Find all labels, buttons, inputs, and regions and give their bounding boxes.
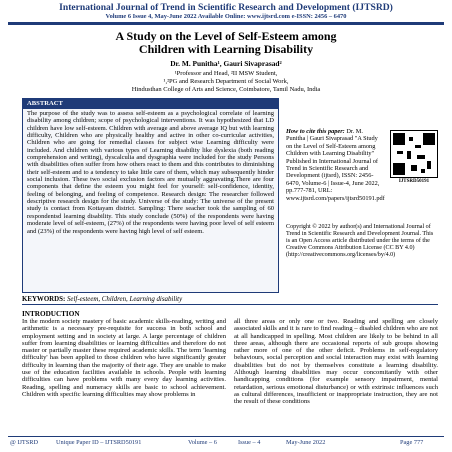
introduction-column-left: In the modern society mastery of basic academic skills-reading, writing and arithmetic is a necessary pre-requisite for success in both school and employment setting and in society at large. A large percentage of children suffer from learning disabilities or learning difficulties and therefore do not master or partially master these required academic skills. The term 'learning difficulty' has been applied to those children who have significantly greater difficulty in learning than the majority of their age. They are unable to make use of the education facilities available in schools. People with learning difficulties can have problems with many every day learning activities. Reading, spelling and numeracy skills are basic to school achievement. Children with specific learning difficulties may show problems in bbox=[22, 318, 226, 398]
affiliation-line-3: Hindusthan College of Arts and Science, Coimbatore, Tamil Nadu, India bbox=[131, 86, 321, 93]
footer-divider bbox=[8, 436, 444, 437]
introduction-column-right: all three areas or only one or two. Reading and spelling are closely associated skills and it is rare to find reading – disabled children who are not at all handicapped in spelling. Most children are likely to be behind in all three areas, although there are occasional reports of sub groups showing rather more of one of the other deficit. Problems in self-regulatory behaviours, social perception and social interaction may exist with learning disabilities but do not by themselves constitute a learning disability. Although learning disabilities may occur concomitantly with other handicapping conditions (for example sensory impairment, mental retardation, serious emotional disturbance) or with extrinsic influences such as cultural differences, insufficient or inappropriate instruction, they are not the result of these conditions bbox=[234, 318, 438, 406]
footer-site: @ IJTSRD bbox=[10, 439, 39, 446]
keywords-text: Self-esteem, Children, Learning disability bbox=[65, 296, 183, 303]
footer-issue: Issue – 4 bbox=[238, 439, 261, 446]
abstract-text: The purpose of the study was to assess self-esteem as a psychological correlate of learning disability among children; scope of psychological interventions. It was hypothesized that LD children have low self-esteem. Children with average and above average IQ but with learning difficulty, Children who are physically healthy and active in other co-curricular activities, Children who are going for remedial classes for subject wise Learning difficulty were included. And children with various types of Learning disability like dyslexia (both reading comprehension and writing), dyscalculia and dysgraphia were included for the study Persons with disabilities often suffer from how others react to them and this contributes to diminishing their self-esteem and to a tendency to take little care of them, which may subsequently hinder social inclusion. These two social exclusion factors are mutually aggravating.There are four components that define the esteem you might feel for yourself: self-confidence, identity, feeling of belonging, and feeling of competence. Research design: The researcher followed descriptive research design for the study. Universe of the study: The universe of the present study is contact from Kottayam district. Sampling: There seacher took the sampling of 60 respondentsd learning disability. This study conclude (50%) of the respondents were having moderate level of self-esteem, (27%) of the respondents were having poor level of self esteem and (23%) of the respondents were having high level of self esteem. bbox=[27, 110, 274, 235]
citation-text bbox=[286, 128, 385, 202]
keywords-label: KEYWORDS: bbox=[22, 296, 66, 303]
paper-title-line-1: A Study on the Level of Self-Esteem among bbox=[115, 29, 337, 43]
footer-page: Page 777 bbox=[400, 439, 424, 446]
affiliation-line-2: ¹,²PG and Research Department of Social Work, bbox=[163, 78, 289, 85]
paper-title-line-2: Children with Learning Disability bbox=[138, 42, 314, 56]
footer-paper-id: Unique Paper ID – IJTSRD50191 bbox=[56, 439, 142, 446]
journal-volume-line: Volume 6 Issue 4, May-June 2022 Available Online: www.ijtsrd.com e-ISSN: 2456 – 6470 bbox=[105, 13, 347, 20]
footer-volume: Volume – 6 bbox=[188, 439, 217, 446]
authors: Dr. M. Punitha¹, Gauri Sivaprasad² bbox=[170, 59, 282, 68]
affiliation-line-1: ¹Professor and Head, ²II MSW Student, bbox=[174, 70, 278, 77]
introduction-heading: INTRODUCTION bbox=[22, 310, 80, 318]
qr-code-icon bbox=[390, 130, 438, 178]
header-divider bbox=[8, 22, 444, 25]
paper-title bbox=[0, 30, 452, 56]
abstract-box bbox=[22, 98, 279, 293]
keywords bbox=[22, 296, 437, 303]
copyright-block bbox=[286, 224, 438, 259]
citation-body: Dr. M. Punitha | Gauri Sivaprasad "A Study on the Level of Self-Esteem among Children with Learning Disability" Published in International Journal of Trend in Scientific Research and Development (ijtsrd), ISSN: 2456-6470, Volume-6 | Issue-4, June 2022, pp.777-781, URL: www.ijtsrd.com/papers/ijtsrd50191.pdf bbox=[286, 128, 385, 202]
footer-date: May-June 2022 bbox=[286, 439, 326, 446]
citation-block bbox=[286, 128, 438, 202]
citation-label: How to cite this paper: bbox=[286, 128, 345, 135]
keywords-divider bbox=[22, 304, 438, 305]
journal-title: International Journal of Trend in Scientific Research and Development (IJTSRD) bbox=[59, 2, 393, 13]
qr-label: IJTSRD50191 bbox=[398, 179, 430, 184]
abstract-heading: ABSTRACT bbox=[23, 99, 278, 109]
copyright-text: Copyright © 2022 by author(s) and International Journal of Trend in Scientific Research and Development Journal. This is an Open Access article distributed under the terms of the Creative Commons Attribution License (CC BY 4.0) (http://creativecommons.org/licenses/by/4.0) bbox=[286, 224, 434, 259]
